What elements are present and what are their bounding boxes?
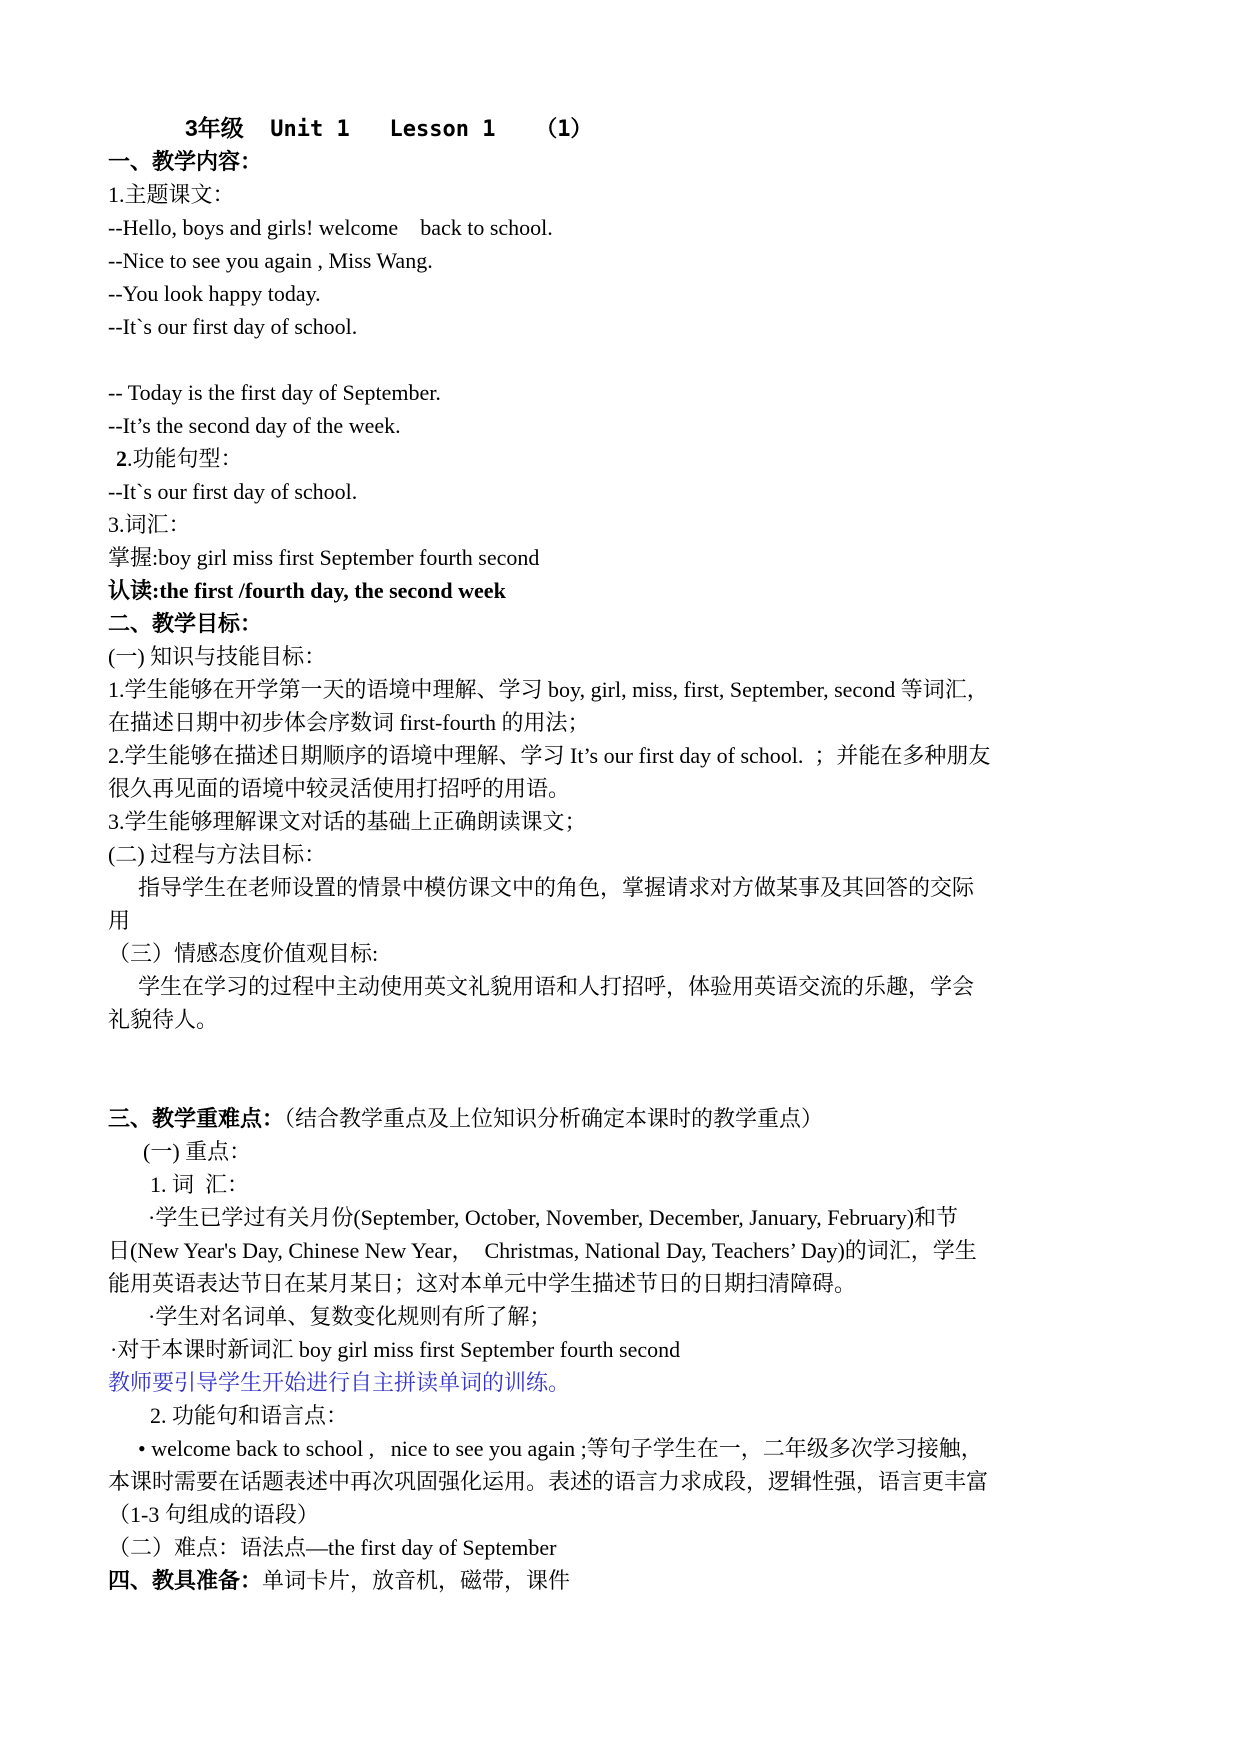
text-line [108, 739, 1138, 772]
text-segment: 二、教学目标： [108, 611, 263, 636]
text-segment: (一) 知识与技能目标： [108, 644, 327, 669]
text-segment: 1.主题课文： [108, 182, 235, 207]
text-line [108, 838, 1138, 871]
text-line [108, 145, 1138, 178]
text-line [108, 376, 1138, 409]
text-segment: --It`s our first day of school. [108, 479, 358, 504]
text-line [108, 1267, 1138, 1300]
text-line [108, 805, 1138, 838]
text-segment: .功能句型： [127, 446, 243, 471]
text-segment: 单词卡片，放音机，磁带，课件 [262, 1568, 571, 1593]
text-line [108, 706, 1138, 739]
text-segment: 学生在学习的过程中主动使用英文礼貌用语和人打招呼，体验用英语交流的乐趣，学会 [138, 974, 975, 999]
text-line [108, 1201, 1138, 1234]
text-line [108, 1564, 1138, 1597]
text-segment: (一) 重点： [143, 1139, 252, 1164]
text-line [108, 343, 1138, 376]
text-line [108, 1102, 1138, 1135]
text-line [108, 937, 1138, 970]
text-line [108, 1399, 1138, 1432]
text-line [108, 244, 1138, 277]
text-segment: ·学生已学过有关月份(September, October, November, December, January, February)和节 [148, 1205, 959, 1230]
text-segment: --Hello, boys and girls! welcome back to school. [108, 215, 553, 240]
text-line [108, 178, 1138, 211]
text-line [108, 904, 1138, 937]
text-segment: 2.学生能够在描述日期顺序的语境中理解、学习 It’s our first day of school. ；并能在多种朋友 [108, 743, 991, 768]
text-line [108, 574, 1138, 607]
text-line [108, 277, 1138, 310]
text-segment: 掌握:boy girl miss first September fourth second [108, 545, 540, 570]
text-segment: 认读:the first /fourth day, the second week [108, 578, 506, 603]
text-line [108, 1432, 1138, 1465]
text-segment: 三、教学重难点： [108, 1106, 285, 1131]
text-segment: 2. 功能句和语言点： [150, 1403, 349, 1428]
text-segment: （结合教学重点及上位知识分析确定本课时的教学重点） [284, 1106, 824, 1131]
text-segment: --It’s the second day of the week. [108, 413, 401, 438]
text-segment: (二) 过程与方法目标： [108, 842, 327, 867]
text-segment: --It`s our first day of school. [108, 314, 358, 339]
text-line [108, 541, 1138, 574]
text-line [108, 211, 1138, 244]
text-segment: ·对于本课时新词汇 boy girl miss first September fourth second [110, 1337, 681, 1362]
text-segment: --Nice to see you again , Miss Wang. [108, 248, 433, 273]
text-segment: -- Today is the first day of September. [108, 380, 441, 405]
text-line [108, 1465, 1138, 1498]
text-line [108, 508, 1138, 541]
text-segment: 很久再见面的语境中较灵活使用打招呼的用语。 [108, 776, 571, 801]
text-segment: 本课时需要在话题表述中再次巩固强化运用。表述的语言力求成段，逻辑性强，语言更丰富 [108, 1469, 989, 1494]
text-segment: （1-3 句组成的语段） [108, 1502, 319, 1527]
text-line [108, 871, 1138, 904]
text-line [108, 772, 1138, 805]
text-line [108, 607, 1138, 640]
text-segment: （三）情感态度价值观目标: [108, 941, 379, 966]
text-segment: 3.学生能够理解课文对话的基础上正确朗读课文； [108, 809, 587, 834]
document-title [108, 112, 1138, 145]
text-line [108, 310, 1138, 343]
text-segment: 礼貌待人。 [108, 1007, 219, 1032]
text-segment: 指导学生在老师设置的情景中模仿课文中的角色，掌握请求对方做某事及其回答的交际 [138, 875, 975, 900]
text-segment: （二）难点：语法点—the first day of September [108, 1535, 557, 1560]
text-segment: 1.学生能够在开学第一天的语境中理解、学习 boy, girl, miss, first, September, second 等词汇， [108, 677, 989, 702]
text-segment: 2 [116, 446, 127, 471]
document-body [108, 112, 1138, 1597]
text-segment: 一、教学内容： [108, 149, 263, 174]
text-segment: 3.词汇： [108, 512, 191, 537]
text-line [108, 1135, 1138, 1168]
text-segment: 四、教具准备： [108, 1568, 263, 1593]
text-line [108, 1366, 1138, 1399]
text-segment: 用 [108, 908, 131, 933]
text-line [108, 1234, 1138, 1267]
text-segment: 在描述日期中初步体会序数词 first-fourth 的用法； [108, 710, 590, 735]
text-segment: Unit 1 Lesson 1 （1） [243, 117, 593, 142]
text-line [108, 409, 1138, 442]
text-segment: ·学生对名词单、复数变化规则有所了解； [148, 1304, 552, 1329]
text-segment: • welcome back to school , nice to see you again ;等句子学生在一，二年级多次学习接触， [138, 1436, 983, 1461]
highlighted-note-text: 教师要引导学生开始进行自主拼读单词的训练。 [108, 1370, 571, 1395]
text-segment: 日(New Year's Day, Chinese New Year， Christmas, National Day, Teachers’ Day)的词汇，学生 [108, 1238, 977, 1263]
text-segment: --You look happy today. [108, 281, 321, 306]
text-line [108, 1498, 1138, 1531]
text-line [108, 640, 1138, 673]
text-segment: 3年级 [185, 115, 244, 141]
text-line [108, 475, 1138, 508]
text-line [108, 1069, 1138, 1102]
text-line [108, 673, 1138, 706]
text-line [108, 970, 1138, 1003]
text-line [108, 1531, 1138, 1564]
text-line [108, 1036, 1138, 1069]
text-line [108, 1003, 1138, 1036]
text-line [108, 1300, 1138, 1333]
text-line [108, 442, 1138, 475]
text-line [108, 1333, 1138, 1366]
text-segment: 能用英语表达节日在某月某日；这对本单元中学生描述节日的日期扫清障碍。 [108, 1271, 857, 1296]
text-segment: 1. 词 汇： [150, 1172, 250, 1197]
text-line [108, 1168, 1138, 1201]
